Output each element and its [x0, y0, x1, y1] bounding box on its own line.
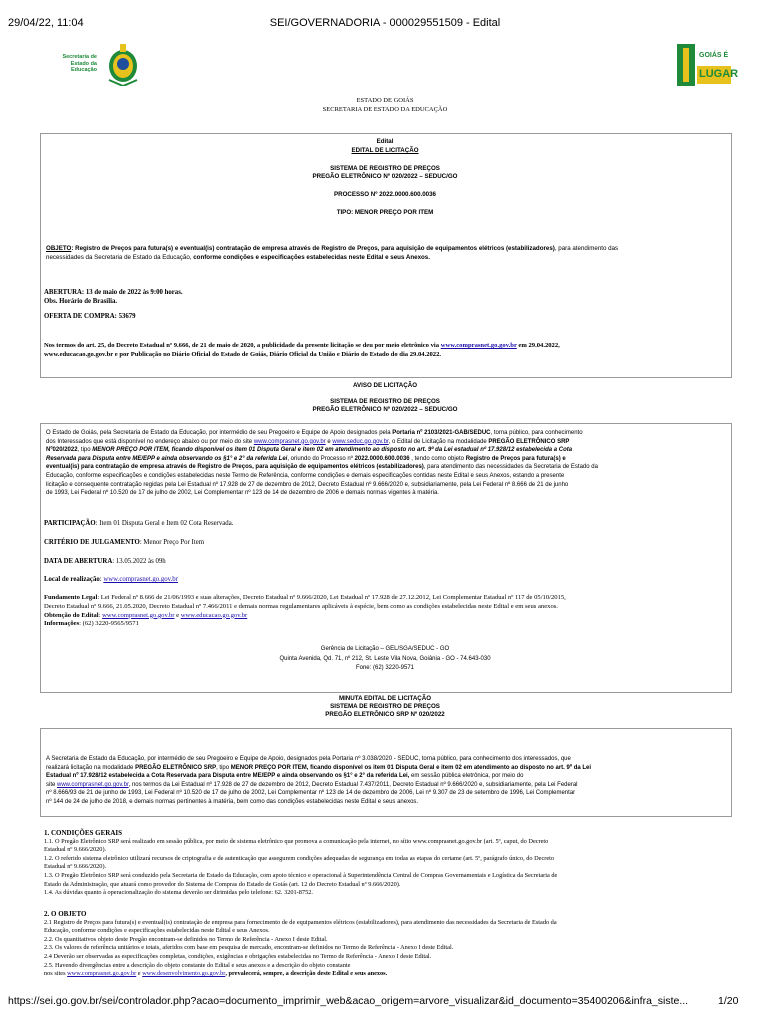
gerencia-line: Fone: (62) 3220-9571 — [355, 665, 415, 671]
print-url: https://sei.go.gov.br/sei/controlador.php?acao=documento_imprimir_web&acao_origem=arvore_visualizar&id_documento=35400206&infra_siste... — [8, 995, 689, 1007]
aviso-text: de 1993, Lei Federal nº 10.520 de 17 de julho de 2002, Lei Complementar nº 123 de 14 de dezembro de 2006 e demais normas vigentes à matéria. — [46, 490, 439, 497]
aviso-objeto: Registro de Preços para futura(s) e — [465, 455, 566, 462]
logo-line: Educação — [71, 67, 97, 73]
logo-text: LUGAR — [699, 68, 739, 80]
clause-text: 2.1 Registro de Preços para futura(s) e eventual(is) contratação de empresa para fornecimento de de equipamentos elétricos (estabilizadores), para atendimento das necessidades da Secretaria de Estado da — [44, 918, 557, 926]
print-title: SEI/GOVERNADORIA - 000029551509 - Edital — [269, 17, 501, 29]
educacao-link[interactable]: www.educacao.go.gov.br — [180, 611, 248, 619]
seduc-logo — [55, 42, 145, 86]
minuta-paragraph — [46, 755, 726, 807]
edital-system: SISTEMA DE REGISTRO DE PREÇOS — [330, 165, 440, 172]
edital-oferta: OFERTA DE COMPRA: 53679 — [44, 313, 136, 320]
minuta-text: site — [46, 781, 58, 788]
field-value: : 13.05.2022 às 09h — [112, 558, 166, 565]
minuta-text: nº 8.666/93 de 21 de junho de 1993, Lei Federal nº 10.520 de 17 de julho de 2002, Lei Complementar nº 123 de 14 de dezembro de 2006, Lei nº 9.307 de 23 de setembro de 1996, Lei Complementar — [46, 790, 576, 797]
comprasnet-link[interactable]: www.comprasnet.go.gov.br — [102, 611, 175, 619]
comprasnet-link[interactable]: www.comprasnet.go.gov.br — [67, 970, 137, 978]
aviso-text: , para atendimento das necessidades da Secretaria de Estado da — [423, 464, 598, 471]
aviso-processo: 2022.0000.600.0036 — [354, 455, 410, 462]
gerencia-line: Quinta Avenida, Qd. 71, nº 212, St. Leste Vila Nova, Goiânia - GO - 74.643-030 — [279, 655, 491, 662]
field-value: e — [174, 611, 181, 619]
edital-tipo: TIPO: MENOR PREÇO POR ITEM — [336, 209, 434, 216]
abertura-line: ABERTURA: 13 de maio de 2022 às 9:00 horas. — [44, 289, 183, 296]
clause-text: 1.2. O referido sistema eletrônico utilizará recursos de criptografia e de autenticação que assegurem condições adequadas de segurança em todas as etapas do certame (art. 5º, parágrafo único, do Decreto — [44, 854, 555, 862]
clause-text: nos sites — [44, 970, 68, 978]
header-state: ESTADO DE GOIÁS — [356, 97, 414, 104]
comprasnet-link[interactable]: www.comprasnet.go.gov.br — [253, 438, 326, 445]
aviso-data-abertura — [44, 558, 166, 565]
aviso-portaria: Portaria nº 2103/2021-GAB/SEDUC — [392, 430, 491, 436]
section-2 — [44, 910, 730, 979]
field-value: : Item 01 Disputa Geral e Item 02 Cota Reservada. — [95, 520, 234, 527]
edital-label: Edital — [376, 138, 394, 145]
clause-text: 2.2. Os quantitativos objeto deste Pregão encontram-se definidos no Termo de Referência - Anexo I deste Edital. — [44, 935, 328, 943]
edital-processo: PROCESSO Nº 2022.0000.600.0036 — [333, 191, 436, 198]
clause-text: , prevalecerá, sempre, a descrição deste Edital e seus anexos. — [225, 970, 388, 978]
edital-pregao: PREGÃO ELETRÔNICO Nº 020/2022 – SEDUC/GO — [312, 173, 458, 180]
clause-text: 2.4 Deverão ser observadas as especificações completas, condições, exigências e obrigações estabelecidas no Termo de Referência - Anexo I deste Edital. — [44, 952, 432, 960]
aviso-modalidade: PREGÃO ELETRÔNICO SRP — [488, 438, 570, 445]
aviso-pregao: PREGÃO ELETRÔNICO Nº 020/2022 – SEDUC/GO — [312, 406, 458, 413]
clause-text: 1.3. O Pregão Eletrônico SRP será conduzido pela Secretaria de Estado da Educação, com apoio técnico e operacional à Superintendência Central de Compras Governamentais e Logística da Secretaria de — [44, 871, 558, 879]
desenvolvimento-link[interactable]: www.desenvolvimento.go.gov.br — [142, 970, 226, 978]
aviso-text: , tipo — [77, 447, 93, 454]
termos-text: em 29.04.2022, — [516, 342, 560, 349]
minuta-text: realizará licitação na modalidade — [46, 764, 136, 771]
aviso-text: dos Interessados que está disponível no endereço abaixo ou por meio do site — [46, 438, 254, 445]
field-value: : (62) 3220-9565/9571 — [79, 620, 139, 628]
comprasnet-link[interactable]: www.comprasnet.go.gov.br — [103, 576, 178, 583]
field-value: Decreto Estadual nº 9.666, 21.05.2020, Decreto Estadual nº 7.466/2011 e demais normas regulamentares aplicáveis à espécie, bem como as condições estabelecidas neste Edital e em seus anexos. — [44, 602, 558, 610]
objeto-rest: necessidades da Secretaria de Estado da Educação, — [46, 254, 194, 261]
obs-line: Obs. Horário de Brasília. — [44, 298, 118, 305]
document-header — [40, 96, 730, 114]
aviso-text: Educação, conforme especificações e condições estabelecidas neste Termo de Referência, conforme condições e demais especificações contidas neste Edital e seus Anexos, estando a presente — [46, 472, 565, 479]
gerencia-block — [40, 645, 730, 674]
clause-text: Estado da Administração, que atuará como provedor do Sistema de Compras do Estado de Goiás (art. 12 do Decreto Estadual nº 9.666/2020). — [44, 880, 401, 888]
objeto-conditions: conforme condições e especificações estabelecidas neste Edital e seus Anexos. — [193, 254, 430, 261]
aviso-participacao — [44, 520, 233, 527]
logo-line: Secretaria de — [62, 54, 97, 60]
logo-text: GOIÁS É — [699, 52, 729, 59]
aviso-cota: Reservada para Disputa entre ME/EPP e ainda observando os §1° e 2° da referida Lei — [46, 455, 288, 462]
clause-text: Educação, conforme condições e especificações estabelecidas neste Edital e seus Anexos. — [44, 927, 270, 935]
clause-text: 2.5. Havendo divergências entre a descrição do objeto constante do Edital e seus anexos e a descrição do objeto constante — [44, 961, 351, 969]
aviso-criterio — [44, 539, 204, 546]
print-page-number: 1/20 — [718, 995, 739, 1007]
comprasnet-link[interactable]: www.comprasnet.go.gov.br — [440, 342, 517, 349]
minuta-system: SISTEMA DE REGISTRO DE PREÇOS — [330, 703, 440, 710]
coat-of-arms-icon — [103, 42, 143, 86]
minuta-title: MINUTA EDITAL DE LICITAÇÃO — [338, 695, 432, 702]
minuta-text: em sessão pública eletrônica, por meio do — [409, 773, 524, 780]
goias-logo-icon — [675, 42, 733, 88]
section-title: 2. O OBJETO — [44, 910, 87, 918]
minuta-modalidade: PREGÃO ELETRÔNICO SRP — [135, 764, 217, 771]
minuta-text: A Secretaria de Estado da Educação, por intermédio de seu Pregoeiro e Equipe de Apoio, designados pela Portaria nº 3.038/2020 - SEDUC, torna público, para conhecimento dos interessados, que — [46, 756, 571, 762]
field-label: Informações — [44, 620, 80, 628]
section-title: 1. CONDIÇÕES GERAIS — [44, 829, 122, 837]
aviso-text: , o Edital de Licitação na modalidade — [388, 438, 489, 445]
edital-objeto — [46, 244, 726, 262]
minuta-text: nº 144 de 24 de julho de 2018, e demais normas pertinentes à matéria, bem como das condições estabelecidas neste Edital e seus anexos. — [46, 798, 419, 805]
edital-termos — [44, 341, 730, 359]
clause-text: 1.1. O Pregão Eletrônico SRP será realizado em sessão pública, por meio de sistema eletrônico que promova a comunicação pela internet, no sítio www.comprasnet.go.gov.br (art. 5º, caput, do Decreto — [44, 837, 549, 845]
goias-e-lugar-logo — [675, 42, 739, 88]
aviso-text: e — [325, 438, 333, 445]
objeto-bold: : Registro de Preços para futura(s) e eventual(is) contratação de empresa através de Registro de Preços, para aquisição de equipamentos elétricos (estabilizadores) — [71, 245, 555, 252]
minuta-cota: Estadual nº 17.928/12 estabelecida a Cota Reservada para Disputa entre ME/EPP e ainda observando os §1° e 2° da referida Lei, — [46, 773, 410, 780]
aviso-text: , oriundo do Processo nº — [287, 455, 355, 462]
field-label: DATA DE ABERTURA — [44, 558, 113, 565]
termos-text: www.educacao.go.gov.br e por Publicação no Diário Oficial do Estado de Goiás, Diário Oficial da União e Diário do Estado do dia 29.04.2022. — [44, 351, 442, 358]
aviso-text: O Estado de Goiás, pela Secretaria de Estado da Educação, por intermédio de seu Pregoeiro e Equipe de Apoio designados pela — [46, 430, 391, 436]
aviso-paragraph — [46, 429, 726, 498]
aviso-fundamento: Fundamento Legal: Lei Federal nº 8.666 de 21/06/1993 e suas alterações, Decreto Estadual nº 9.666/2020, Lei Estadual nº 17.928 de 27.12.2012, Lei Complementar Estadual nº 117 de 05/10/2015, Decreto Estadual nº 9.666, 21.05.2020, Decreto Estadual nº 7.466/2011 e demais normas regulamentares aplicáveis à espécie, bem como as condições estabelecidas neste Edital e em seus anexos. Obtenção do Edital: www.comprasnet.go.gov.br e www.educacao.go.gov.br Informações: (62) 3220-9565/9571 — [44, 594, 730, 629]
minuta-pregao: PREGÃO ELETRÔNICO SRP Nº 020/2022 — [325, 711, 445, 718]
print-datetime: 29/04/22, 11:04 — [8, 17, 84, 29]
aviso-tipo: MENOR PREÇO POR ITEM, ficando disponível os item 01 Disputa Geral e item 02 em atendimento ao disposto no art. 9º da Lei estadual nº 17.928/12 estabelecida a Cota — [92, 447, 573, 454]
edital-abertura — [44, 288, 183, 306]
clause-text: Estadual nº 9.666/2020). — [44, 863, 107, 871]
objeto-rest: , para atendimento das — [554, 245, 619, 252]
field-label: PARTICIPAÇÃO — [44, 520, 96, 527]
clause-text: e — [136, 970, 143, 978]
aviso-title: AVISO DE LICITAÇÃO — [352, 382, 418, 389]
comprasnet-link[interactable]: www.comprasnet.go.gov.br — [57, 781, 129, 788]
field-label: Local de realização — [44, 576, 100, 583]
aviso-text: licitação e consequente contratação regidas pela Lei Estadual nº 17.928 de 27 de dezembro de 2012, Decreto Estadual nº 9.666/2020 e, subsidiariamente, pela Lei Federal nº 8.666 de 21 de junho — [46, 481, 569, 488]
field-label: Obtenção do Edital — [44, 611, 99, 619]
field-label: CRITÉRIO DE JULGAMENTO — [44, 539, 140, 546]
termos-text: Nos termos do art. 25, do Decreto Estadual nº 9.666, de 21 de maio de 2020, a publicidade da presente licitação se deu por meio eletrônico via — [44, 342, 441, 349]
clause-text: 2.3. Os valores de referência unitários e totais, aferidos com base em pesquisa de mercado, encontram-se definidos no Termo de Referência - Anexo I deste Edital. — [44, 944, 454, 952]
aviso-text: , torna público, para conhecimento — [490, 430, 583, 436]
field-label: Fundamento Legal — [44, 594, 98, 601]
section-1 — [44, 829, 730, 898]
edital-title: EDITAL DE LICITAÇÃO — [351, 147, 419, 154]
aviso-number: Nº020/2022 — [46, 447, 78, 454]
minuta-text: , nos termos da Lei Estadual nº 17.928 de 27 de dezembro de 2012, Decreto Estadual 7.437/2011, Decreto Estadual nº 9.666/2020 e, subsidiariamente, pela Lei Federal — [128, 781, 578, 788]
minuta-tipo: MENOR PREÇO POR ITEM, ficando disponível os item 01 Disputa Geral e item 02 em atendimento ao disposto no art. 9º da Lei — [230, 764, 592, 771]
aviso-text: , tendo como objeto — [409, 455, 466, 462]
gerencia-line: Gerência de Licitação – GEL/SGA/SEDUC - GO — [320, 646, 450, 652]
seduc-link[interactable]: www.seduc.go.gov.br — [332, 438, 389, 445]
aviso-objeto: eventual(is) para contratação de empresa através de Registro de Preços, para aquisição de equipamentos elétricos (estabilizadores) — [46, 464, 424, 471]
objeto-label: OBJETO — [46, 245, 72, 252]
logo-line: Estado da — [70, 60, 97, 67]
aviso-system: SISTEMA DE REGISTRO DE PREÇOS — [330, 398, 440, 405]
minuta-text: , tipo — [216, 764, 231, 771]
field-value: : Menor Preço Por Item — [139, 539, 204, 546]
clause-text: 1.4. As dúvidas quanto à operacionalização do sistema deverão ser dirimidas pelo telefone: 62. 3201-8752. — [44, 889, 313, 897]
aviso-local: Local de realização: www.comprasnet.go.gov.br — [44, 576, 178, 583]
header-secretariat: SECRETARIA DE ESTADO DA EDUCAÇÃO — [322, 106, 448, 113]
clause-text: Estadual nº 9.666/2020). — [44, 846, 107, 854]
field-value: : Lei Federal nº 8.666 de 21/06/1993 e suas alterações, Decreto Estadual nº 9.666/2020, Lei Estadual nº 17.928 de 27.12.2012, Lei Complementar Estadual nº 117 de 05/10/2015, — [97, 594, 566, 601]
